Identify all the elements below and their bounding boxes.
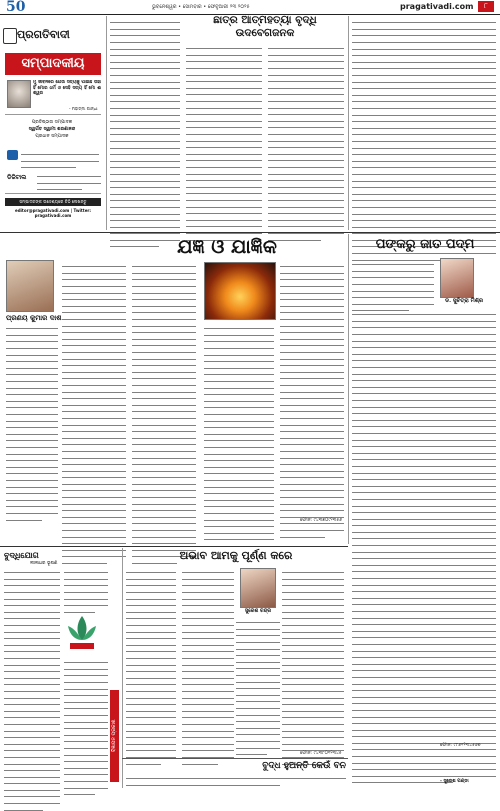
main-article-col1 bbox=[62, 262, 126, 522]
editorial-text-col4 bbox=[352, 18, 496, 228]
editor-contact-label: ସମ୍ପାଦକଙ୍କ ଉଦ୍ଦେଶ୍ୟରେ ଚିଠି ଲେଖନ୍ତୁ bbox=[5, 198, 101, 206]
founder-name: ସ୍ୱର୍ଗତ ସ୍ୱାମୀ ଶରଣାନନ୍ଦ bbox=[28, 127, 76, 132]
editor-email[interactable]: editor@pragativadi.com | Twitter: pragativadi.com bbox=[14, 208, 92, 218]
editor-label: ପ୍ରଧାନ ସମ୍ପାଦକ bbox=[35, 134, 69, 139]
website-link[interactable]: pragativadi.com bbox=[400, 2, 474, 11]
author-right: ଡ. ସୁଚିତ୍ରା ମିଶ୍ର bbox=[445, 298, 483, 304]
right-article-endnote: ଫୋନ: ୯୮୬୧୨୩୪୫୬୭ bbox=[440, 743, 481, 748]
right-article-intro bbox=[352, 260, 434, 306]
headline-bottom-middle: ଅଭାବ ଆମକୁ ପୂର୍ଣ୍ଣ କରେ bbox=[179, 549, 293, 562]
gandhi-portrait bbox=[7, 80, 31, 108]
bottom-left-byline: ଲୀଳାଧର ଭୂଷଣ bbox=[30, 561, 58, 566]
headline-main: ଯଜ୍ଞ ଓ ଯାଜ୍ଞିକ bbox=[177, 236, 277, 258]
editorial-text-col3 bbox=[268, 44, 344, 228]
section-title: ସମ୍ପାଦକୀୟ bbox=[5, 53, 101, 75]
author-main: ପ୍ରଣୟ କୁମାର ଦାଶ bbox=[6, 313, 62, 322]
editor-footer: - ସୁରେଶ ପଣ୍ଡା bbox=[440, 779, 469, 784]
author-photo-right bbox=[440, 258, 474, 298]
editorial-text-col1 bbox=[110, 18, 180, 228]
main-article-endnote: ଫୋନ: ୯୪୩୭୦୯୨୩୫୬ bbox=[300, 518, 342, 523]
bottom-middle-col1 bbox=[126, 568, 176, 748]
bottom-middle-col2 bbox=[182, 568, 234, 748]
page-header bbox=[0, 0, 500, 15]
headline-top: ଛାତ୍ର ଆତ୍ମହତ୍ୟା ବୃଦ୍ଧି ଉଦବେଗଜନକ bbox=[213, 14, 317, 39]
paper-name: ପ୍ରଗତିବାଦୀ bbox=[17, 28, 70, 41]
quote-text: ମୁଁ ଜୀବନରେ ଯେଉଁ ସତ୍ୟକୁ ପାଇଛି ତାହା ହିଁ ମୋର ଧର୍ମ ଓ ସେହି ସତ୍ୟ ହିଁ ମୋ ଈଶ୍ୱର bbox=[33, 80, 101, 97]
book-icon bbox=[7, 150, 18, 160]
bottom-middle-endnote: ଫୋନ: ୯୪୩୮୦୧୨୩୪୫ bbox=[300, 751, 342, 756]
author-bottom: ସୁରେଶ ଚନ୍ଦ୍ର bbox=[244, 608, 272, 614]
page-number: ୮ bbox=[478, 1, 494, 12]
logo-pen-icon bbox=[3, 28, 17, 44]
anniversary-logo: 50 bbox=[6, 0, 26, 15]
author-photo-bottom bbox=[240, 568, 276, 608]
bottom-middle-col3 bbox=[282, 568, 344, 748]
quote-author: - ମହାତ୍ମା ଗାନ୍ଧୀ bbox=[69, 106, 98, 111]
bottom-left-title: ବୁଦ୍ଧିଯୋଗ bbox=[4, 550, 39, 560]
editorial-box bbox=[3, 16, 103, 230]
main-article-col4 bbox=[280, 262, 344, 518]
digital-label: ଡିଜିଟାଲ bbox=[7, 174, 27, 181]
editorial-text-col2 bbox=[186, 44, 262, 228]
vertical-side-label: ବିଜ୍ଞାପନ ପ୍ରକାଶ bbox=[110, 690, 119, 782]
headline-bottom-right: ବୁଦ୍ଧ ହୁଅନ୍ତି କେଉଁ ବନ bbox=[262, 761, 346, 771]
lotus-emblem-icon bbox=[62, 610, 102, 654]
dateline: ଭୁବନେଶ୍ୱର • ସୋମବାର • ଫେବୃଆରୀ ୨୩ ୨୦୨୫ bbox=[152, 4, 250, 10]
author-bio bbox=[6, 324, 58, 524]
yajna-fire-photo bbox=[204, 262, 276, 320]
main-article-col2 bbox=[132, 262, 196, 522]
author-photo-main bbox=[6, 260, 54, 312]
headline-right: ପଙ୍କରୁ ଜାତ ପଦ୍ମ bbox=[375, 237, 475, 252]
founder-label: ପ୍ରତିଷ୍ଠାତା ସମ୍ପାଦକ bbox=[31, 120, 73, 125]
main-article-col3 bbox=[204, 324, 274, 522]
right-article-body bbox=[352, 310, 496, 740]
bottom-left-col1 bbox=[4, 568, 60, 786]
